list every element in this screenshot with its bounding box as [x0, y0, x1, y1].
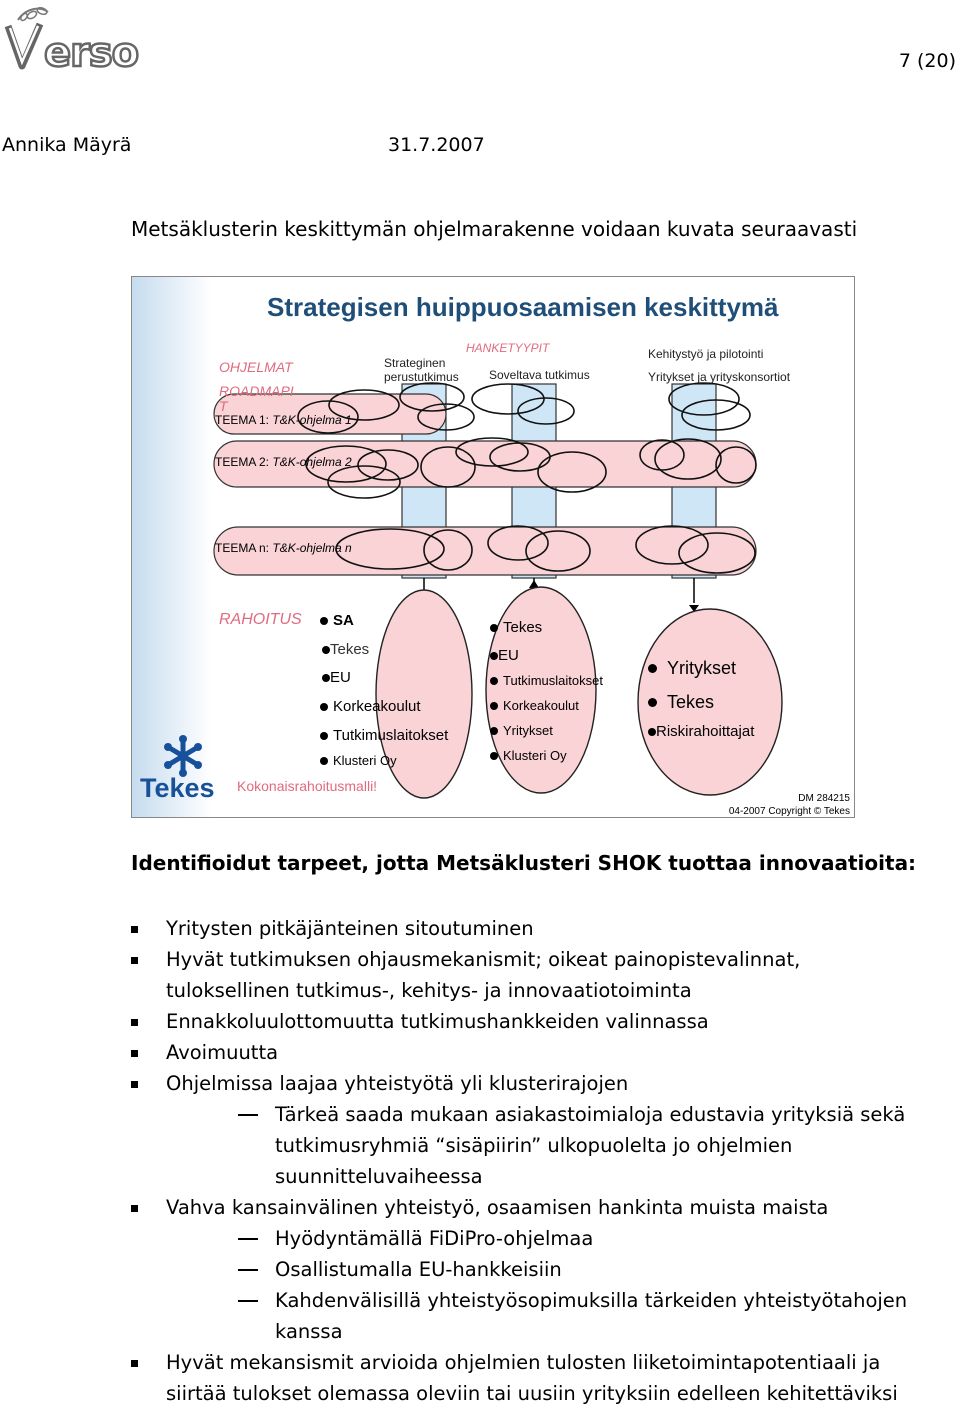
funding-1-item: Tutkimuslaitokset: [320, 727, 448, 744]
list-item: Vahva kansainvälinen yhteistyö, osaamisen hankinta muista maista: [166, 1196, 829, 1219]
funding-1-item: Klusteri Oy: [320, 754, 397, 769]
funding-2-item: Klusteri Oy: [490, 749, 567, 764]
funding-1-item: Korkeakoulut: [320, 698, 421, 715]
col-development-2: Yritykset ja yrityskonsortiot: [648, 370, 791, 384]
teema-n: TEEMA n: T&K-ohjelma n: [215, 541, 352, 555]
tekes-logo-text: Tekes: [140, 773, 215, 803]
svg-text:erso: erso: [44, 30, 139, 76]
funding-3-item: Tekes: [648, 692, 714, 713]
square-bullet-icon: [131, 1019, 138, 1026]
needs-heading: Identifioidut tarpeet, jotta Metsäklusteri SHOK tuottaa innovaatioita:: [131, 851, 917, 875]
sub-list-item: Tärkeä saada mukaan asiakastoimialoja edustavia yrityksiä sekä: [275, 1103, 906, 1126]
square-bullet-icon: [131, 957, 138, 964]
author: Annika Mäyrä: [2, 134, 132, 156]
funding-3-item: Riskirahoittajat: [648, 723, 754, 740]
funding-2-item: Yritykset: [490, 724, 553, 739]
teema-2: TEEMA 2: T&K-ohjelma 2: [215, 455, 352, 469]
label-roadmapit-cont: T: [219, 398, 228, 414]
label-roadmapit: ROADMAPI: [219, 383, 294, 399]
col-strategic-1: Strateginen: [384, 356, 446, 370]
funding-3-item: Yritykset: [648, 658, 736, 679]
list-item-cont: siirtää tulokset olemassa oleviin tai uusiin yrityksiin edelleen kehitettäviksi: [166, 1382, 898, 1405]
square-bullet-icon: [131, 1205, 138, 1212]
sub-list-item-cont: tutkimusryhmiä “sisäpiirin” ulkopuolelta jo ohjelmien: [275, 1134, 793, 1157]
dash-bullet-icon: [238, 1238, 258, 1240]
funding-2-item: Tekes: [490, 619, 542, 636]
col-applied: Soveltava tutkimus: [489, 368, 590, 382]
sub-list-item: Osallistumalla EU-hankkeisiin: [275, 1258, 562, 1281]
square-bullet-icon: [131, 1050, 138, 1057]
col-strategic-2: perustutkimus: [384, 370, 459, 384]
label-ohjelmat: OHJELMAT: [219, 359, 293, 375]
kokonaisrahoitusmalli: Kokonaisrahoitusmalli!: [237, 778, 378, 794]
page-number: 7 (20): [898, 50, 956, 72]
list-item: Hyvät tutkimuksen ohjausmekanismit; oikeat painopistevalinnat,: [166, 948, 801, 971]
program-structure-figure: [131, 276, 855, 818]
date: 31.7.2007: [388, 134, 485, 156]
square-bullet-icon: [131, 926, 138, 933]
funding-2-item: EU: [490, 647, 519, 664]
square-bullet-icon: [131, 1360, 138, 1367]
label-rahoitus: RAHOITUS: [219, 611, 302, 628]
square-bullet-icon: [131, 1081, 138, 1088]
col-development-1: Kehitystyö ja pilotointi: [648, 347, 764, 361]
funding-1-item: EU: [322, 669, 351, 686]
dash-bullet-icon: [238, 1300, 258, 1302]
label-hanketyypit: HANKETYYPIT: [466, 341, 550, 355]
funding-2-item: Tutkimuslaitokset: [490, 674, 603, 689]
list-item: Avoimuutta: [166, 1041, 279, 1064]
list-item: Ennakkoluulottomuutta tutkimushankkeiden valinnassa: [166, 1010, 709, 1033]
list-item-cont: tuloksellinen tutkimus-, kehitys- ja innovaatiotoiminta: [166, 979, 692, 1002]
list-item: Hyvät mekansismit arvioida ohjelmien tulosten liiketoimintapotentiaali ja: [166, 1351, 881, 1374]
copyright: 04-2007 Copyright © Tekes: [728, 806, 850, 817]
dm-code: DM 284215: [798, 793, 850, 804]
list-item: Yritysten pitkäjänteinen sitoutuminen: [166, 917, 534, 940]
dash-bullet-icon: [238, 1114, 258, 1116]
teema-1: TEEMA 1: T&K-ohjelma 1: [215, 413, 352, 427]
dash-bullet-icon: [238, 1269, 258, 1271]
sub-list-item: Kahdenvälisillä yhteistyösopimuksilla tärkeiden yhteistyötahojen: [275, 1289, 908, 1312]
sub-list-item: Hyödyntämällä FiDiPro-ohjelmaa: [275, 1227, 594, 1250]
verso-logo: [0, 4, 150, 76]
side-gradient: [132, 277, 212, 818]
list-item: Ohjelmissa laajaa yhteistyötä yli klusterirajojen: [166, 1072, 629, 1095]
sub-list-item-cont: suunnitteluvaiheessa: [275, 1165, 483, 1188]
sub-list-item-cont: kanssa: [275, 1320, 343, 1343]
funding-1-item: SA: [320, 612, 354, 629]
funding-1-item: Tekes: [322, 641, 369, 658]
figure-title: Strategisen huippuosaamisen keskittymä: [267, 292, 779, 322]
intro-text: Metsäklusterin keskittymän ohjelmarakenne voidaan kuvata seuraavasti: [131, 217, 858, 241]
funding-2-item: Korkeakoulut: [490, 699, 579, 714]
